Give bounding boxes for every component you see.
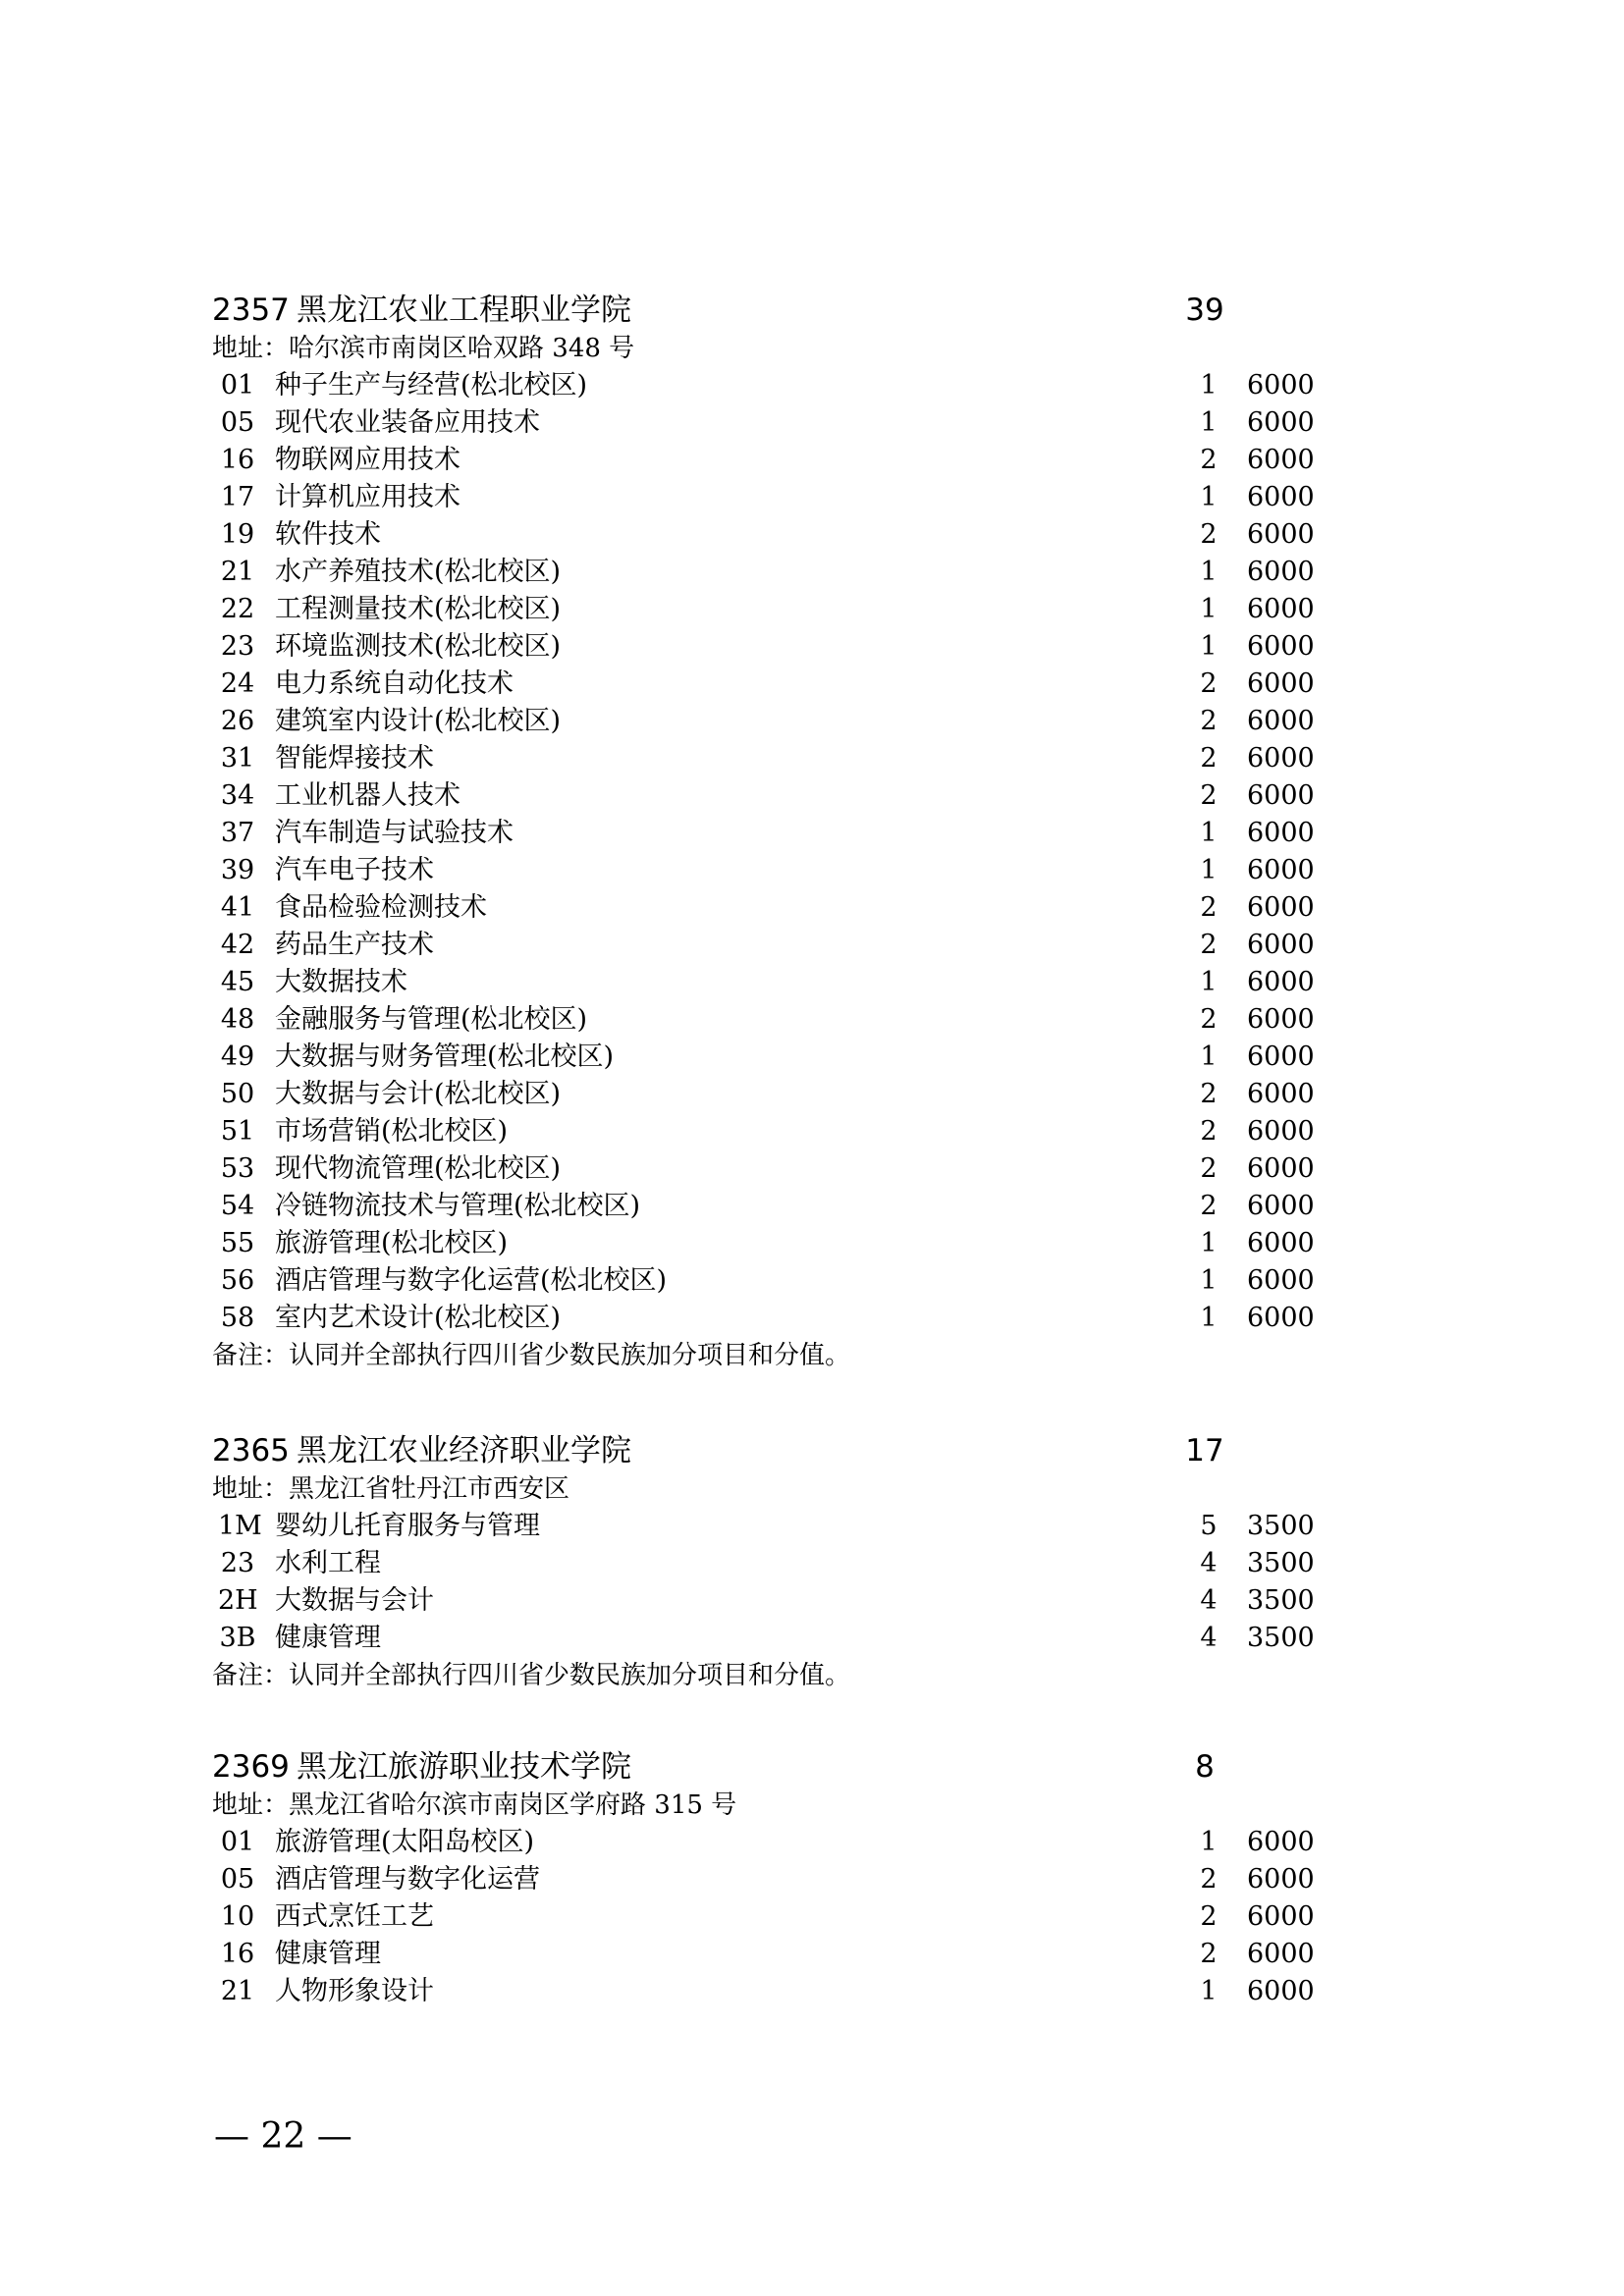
- major-name: 冷链物流技术与管理(松北校区): [275, 1191, 641, 1221]
- major-row: [212, 703, 1390, 740]
- school-name: 黑龙江农业工程职业学院: [297, 293, 631, 328]
- major-fee: 6000: [1247, 631, 1315, 662]
- school-section-2357: [212, 291, 1390, 1374]
- major-row: [212, 1262, 1390, 1300]
- major-code: 01: [220, 1827, 255, 1857]
- major-row: [212, 964, 1390, 1001]
- major-code: 16: [220, 1939, 255, 1969]
- major-row: [212, 889, 1390, 927]
- major-row: [212, 815, 1390, 852]
- note-label: 备注：: [212, 1341, 290, 1370]
- major-fee: 6000: [1247, 519, 1315, 550]
- major-code: 58: [220, 1303, 255, 1333]
- major-row: [212, 554, 1390, 591]
- major-code: 56: [220, 1265, 255, 1296]
- major-count: 4: [1200, 1548, 1218, 1578]
- school-code: 2357: [212, 293, 290, 328]
- major-name: 酒店管理与数字化运营: [275, 1864, 540, 1895]
- major-list: [212, 1824, 1390, 2010]
- major-fee: 3500: [1247, 1548, 1315, 1578]
- major-row: [212, 777, 1390, 815]
- major-count: 2: [1200, 1939, 1218, 1969]
- major-name: 现代物流管理(松北校区): [275, 1153, 562, 1184]
- major-count: 1: [1200, 1228, 1218, 1258]
- major-fee: 6000: [1247, 743, 1315, 774]
- major-fee: 6000: [1247, 1864, 1315, 1895]
- major-row: [212, 1898, 1390, 1936]
- major-fee: 3500: [1247, 1511, 1315, 1541]
- major-name: 环境监测技术(松北校区): [275, 631, 562, 662]
- major-code: 16: [220, 445, 255, 475]
- major-count: 2: [1200, 1153, 1218, 1184]
- major-code: 42: [220, 930, 255, 960]
- major-row: [212, 404, 1390, 442]
- major-fee: 6000: [1247, 1827, 1315, 1857]
- major-name: 工业机器人技术: [275, 780, 460, 811]
- major-fee: 6000: [1247, 1004, 1315, 1035]
- major-code: 45: [220, 967, 255, 997]
- major-count: 2: [1200, 1004, 1218, 1035]
- major-name: 种子生产与经营(松北校区): [275, 370, 588, 400]
- major-code: 10: [220, 1901, 255, 1932]
- note-text: 认同并全部执行四川省少数民族加分项目和分值。: [289, 1341, 851, 1370]
- major-count: 2: [1200, 706, 1218, 736]
- school-header: [212, 1431, 1390, 1470]
- major-name: 健康管理: [275, 1939, 381, 1969]
- major-fee: 6000: [1247, 1265, 1315, 1296]
- major-count: 2: [1200, 519, 1218, 550]
- school-address: [212, 1787, 1390, 1824]
- major-code: 22: [220, 594, 255, 624]
- major-code: 21: [220, 1976, 255, 2006]
- major-name: 智能焊接技术: [275, 743, 434, 774]
- major-fee: 6000: [1247, 1191, 1315, 1221]
- major-name: 酒店管理与数字化运营(松北校区): [275, 1265, 668, 1296]
- major-count: 2: [1200, 1079, 1218, 1109]
- major-code: 24: [220, 668, 255, 699]
- major-row: [212, 1861, 1390, 1898]
- address-label: 地址：: [212, 1790, 290, 1820]
- major-fee: 6000: [1247, 594, 1315, 624]
- major-count: 4: [1200, 1585, 1218, 1616]
- major-count: 1: [1200, 557, 1218, 587]
- major-fee: 6000: [1247, 1153, 1315, 1184]
- school-address: [212, 1470, 1390, 1508]
- major-code: 39: [220, 855, 255, 885]
- major-row: [212, 1225, 1390, 1262]
- school-name: 黑龙江农业经济职业学院: [297, 1433, 631, 1468]
- major-code: 55: [220, 1228, 255, 1258]
- major-row: [212, 1076, 1390, 1113]
- major-fee: 3500: [1247, 1585, 1315, 1616]
- school-header: [212, 1747, 1390, 1787]
- major-fee: 6000: [1247, 930, 1315, 960]
- school-section-2369: [212, 1747, 1390, 2010]
- major-name: 大数据与财务管理(松北校区): [275, 1041, 615, 1072]
- major-count: 1: [1200, 631, 1218, 662]
- major-name: 人物形象设计: [275, 1976, 434, 2006]
- major-row: [212, 1039, 1390, 1076]
- major-fee: 6000: [1247, 668, 1315, 699]
- major-fee: 6000: [1247, 1228, 1315, 1258]
- major-code: 1M: [218, 1511, 262, 1541]
- major-code: 26: [220, 706, 255, 736]
- major-fee: 6000: [1247, 892, 1315, 923]
- major-fee: 6000: [1247, 818, 1315, 848]
- major-row: [212, 367, 1390, 404]
- major-count: 2: [1200, 445, 1218, 475]
- major-count: 1: [1200, 967, 1218, 997]
- major-fee: 6000: [1247, 1303, 1315, 1333]
- major-name: 西式烹饪工艺: [275, 1901, 434, 1932]
- major-count: 5: [1200, 1511, 1218, 1541]
- major-count: 1: [1200, 482, 1218, 512]
- major-code: 21: [220, 557, 255, 587]
- school-plan-total: 17: [1185, 1433, 1224, 1468]
- school-plan-total: 39: [1185, 293, 1224, 328]
- address-label: 地址：: [212, 334, 290, 363]
- major-code: 48: [220, 1004, 255, 1035]
- note-text: 认同并全部执行四川省少数民族加分项目和分值。: [289, 1661, 851, 1690]
- major-count: 2: [1200, 743, 1218, 774]
- major-count: 1: [1200, 1827, 1218, 1857]
- major-row: [212, 1973, 1390, 2010]
- major-row: [212, 516, 1390, 554]
- address-text: 黑龙江省哈尔滨市南岗区学府路 315 号: [289, 1790, 737, 1820]
- major-count: 1: [1200, 855, 1218, 885]
- major-name: 现代农业装备应用技术: [275, 407, 540, 438]
- major-row: [212, 1582, 1390, 1620]
- major-count: 2: [1200, 668, 1218, 699]
- major-code: 17: [220, 482, 255, 512]
- major-count: 1: [1200, 1265, 1218, 1296]
- major-row: [212, 591, 1390, 628]
- major-row: [212, 1545, 1390, 1582]
- school-header: [212, 291, 1390, 330]
- major-count: 2: [1200, 1864, 1218, 1895]
- major-list: [212, 367, 1390, 1337]
- major-fee: 6000: [1247, 445, 1315, 475]
- school-note: [212, 1657, 1390, 1694]
- major-fee: 6000: [1247, 967, 1315, 997]
- major-row: [212, 1936, 1390, 1973]
- major-name: 旅游管理(松北校区): [275, 1228, 509, 1258]
- major-code: 49: [220, 1041, 255, 1072]
- major-name: 汽车电子技术: [275, 855, 434, 885]
- major-code: 53: [220, 1153, 255, 1184]
- major-count: 1: [1200, 1041, 1218, 1072]
- major-name: 金融服务与管理(松北校区): [275, 1004, 588, 1035]
- major-fee: 6000: [1247, 1901, 1315, 1932]
- major-name: 大数据与会计(松北校区): [275, 1079, 562, 1109]
- major-code: 50: [220, 1079, 255, 1109]
- major-row: [212, 1113, 1390, 1150]
- major-count: 1: [1200, 594, 1218, 624]
- school-code: 2365: [212, 1433, 290, 1468]
- major-code: 34: [220, 780, 255, 811]
- major-row: [212, 666, 1390, 703]
- major-code: 19: [220, 519, 255, 550]
- major-fee: 6000: [1247, 706, 1315, 736]
- major-row: [212, 628, 1390, 666]
- major-row: [212, 740, 1390, 777]
- major-code: 51: [220, 1116, 255, 1147]
- major-row: [212, 442, 1390, 479]
- major-name: 旅游管理(太阳岛校区): [275, 1827, 535, 1857]
- major-name: 大数据技术: [275, 967, 407, 997]
- major-fee: 6000: [1247, 1116, 1315, 1147]
- major-name: 大数据与会计: [275, 1585, 434, 1616]
- major-code: 01: [220, 370, 255, 400]
- major-row: [212, 1188, 1390, 1225]
- major-row: [212, 1001, 1390, 1039]
- major-code: 2H: [218, 1585, 258, 1616]
- major-name: 建筑室内设计(松北校区): [275, 706, 562, 736]
- major-fee: 6000: [1247, 855, 1315, 885]
- major-count: 2: [1200, 892, 1218, 923]
- major-name: 健康管理: [275, 1623, 381, 1653]
- major-code: 05: [220, 1864, 255, 1895]
- major-row: [212, 927, 1390, 964]
- major-name: 室内艺术设计(松北校区): [275, 1303, 562, 1333]
- major-name: 物联网应用技术: [275, 445, 460, 475]
- address-text: 哈尔滨市南岗区哈双路 348 号: [289, 334, 635, 363]
- major-count: 2: [1200, 1901, 1218, 1932]
- major-fee: 6000: [1247, 1939, 1315, 1969]
- major-count: 4: [1200, 1623, 1218, 1653]
- major-name: 食品检验检测技术: [275, 892, 487, 923]
- major-count: 1: [1200, 407, 1218, 438]
- major-name: 电力系统自动化技术: [275, 668, 514, 699]
- major-name: 婴幼儿托育服务与管理: [275, 1511, 540, 1541]
- page-number: — 22 —: [214, 2116, 352, 2157]
- major-name: 水利工程: [275, 1548, 381, 1578]
- major-name: 汽车制造与试验技术: [275, 818, 514, 848]
- major-count: 2: [1200, 780, 1218, 811]
- major-name: 计算机应用技术: [275, 482, 460, 512]
- major-code: 31: [220, 743, 255, 774]
- major-count: 1: [1200, 1976, 1218, 2006]
- major-row: [212, 1300, 1390, 1337]
- major-fee: 6000: [1247, 557, 1315, 587]
- major-fee: 6000: [1247, 370, 1315, 400]
- major-code: 41: [220, 892, 255, 923]
- major-name: 市场营销(松北校区): [275, 1116, 509, 1147]
- school-code: 2369: [212, 1749, 290, 1785]
- school-address: [212, 330, 1390, 367]
- school-section-2365: [212, 1431, 1390, 1694]
- major-count: 1: [1200, 818, 1218, 848]
- major-row: [212, 1508, 1390, 1545]
- major-row: [212, 852, 1390, 889]
- major-name: 药品生产技术: [275, 930, 434, 960]
- major-row: [212, 1824, 1390, 1861]
- major-fee: 6000: [1247, 482, 1315, 512]
- major-count: 2: [1200, 930, 1218, 960]
- major-fee: 6000: [1247, 780, 1315, 811]
- school-plan-total: 8: [1195, 1749, 1215, 1785]
- major-row: [212, 1620, 1390, 1657]
- school-note: [212, 1337, 1390, 1374]
- major-count: 2: [1200, 1191, 1218, 1221]
- major-name: 水产养殖技术(松北校区): [275, 557, 562, 587]
- major-code: 23: [220, 631, 255, 662]
- major-fee: 6000: [1247, 407, 1315, 438]
- major-row: [212, 1150, 1390, 1188]
- major-code: 3B: [219, 1623, 256, 1653]
- major-count: 1: [1200, 1303, 1218, 1333]
- major-row: [212, 479, 1390, 516]
- address-text: 黑龙江省牡丹江市西安区: [289, 1474, 570, 1504]
- major-count: 2: [1200, 1116, 1218, 1147]
- major-fee: 3500: [1247, 1623, 1315, 1653]
- major-code: 05: [220, 407, 255, 438]
- major-name: 软件技术: [275, 519, 381, 550]
- major-fee: 6000: [1247, 1976, 1315, 2006]
- address-label: 地址：: [212, 1474, 290, 1504]
- major-list: [212, 1508, 1390, 1657]
- major-name: 工程测量技术(松北校区): [275, 594, 562, 624]
- major-code: 23: [220, 1548, 255, 1578]
- major-fee: 6000: [1247, 1041, 1315, 1072]
- major-code: 37: [220, 818, 255, 848]
- major-code: 54: [220, 1191, 255, 1221]
- major-count: 1: [1200, 370, 1218, 400]
- note-label: 备注：: [212, 1661, 290, 1690]
- major-fee: 6000: [1247, 1079, 1315, 1109]
- school-name: 黑龙江旅游职业技术学院: [297, 1749, 631, 1785]
